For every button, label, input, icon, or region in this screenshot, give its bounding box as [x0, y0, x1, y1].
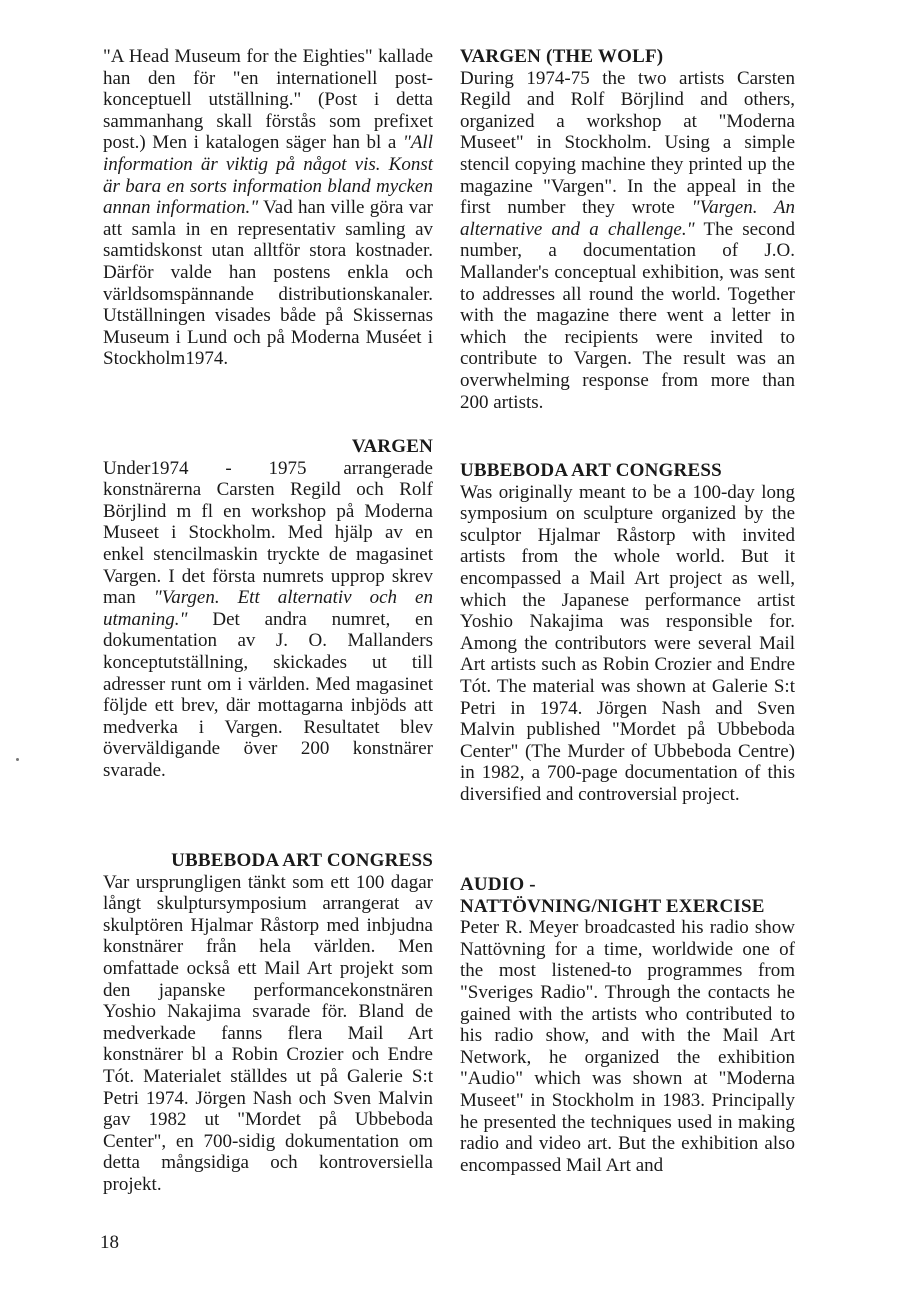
margin-dot [16, 758, 19, 761]
section-body: Was originally meant to be a 100-day long symposium on sculpture organized by the sculptor Hjalmar Råstorp with invited artists from the whole world. But it encompassed a Mail Art project as well, which the Japanese performance artist Yoshio Nakajima was responsible for. Among the contributors were several Mail Art artists such as Robin Crozier and Endre Tót. The material was shown at Galerie S:t Petri in 1974. Jörgen Nash and Sven Malvin published "Mordet på Ubbeboda Center" (The Murder of Ubbeboda Centre) in 1982, a 700-page documentation of this diversified and controversial project. [460, 481, 795, 805]
vargen-en-text-part1: During 1974-75 the two artists Carsten Regild and Rolf Börjlind and others, organized a workshop at "Moderna Museet" in Stockholm. Using a simple stencil copying machine they printed up the magazine "Vargen". In the appeal in the first number they wrote [460, 67, 795, 219]
section-heading: VARGEN (THE WOLF) [460, 46, 664, 67]
right-column [460, 46, 795, 1176]
section-ubbeboda-sv [103, 850, 433, 1196]
section-ubbeboda-en [460, 460, 795, 806]
audio-heading-line1: AUDIO - [460, 874, 536, 895]
section-body: Peter R. Meyer broadcasted his radio show Nattövning for a time, worldwide one of the most listened-to programmes from "Sveriges Radio". Through the contacts he gained with the artists who contributed to his radio show, and with the Mail Art Network, he organized the exhibition "Audio" which was shown at "Moderna Museet" in Stockholm in 1983. Principally he presented the techniques used in making radio and video art. But the exhibition also encompassed Mail Art and [460, 917, 795, 1176]
section-heading: VARGEN [351, 436, 433, 457]
section-vargen-sv [103, 436, 433, 782]
section-heading [460, 874, 795, 917]
section-body [103, 458, 433, 782]
section-body [460, 68, 795, 414]
section-body: Var ursprungligen tänkt som ett 100 dagar långt skulptursymposium arrangerat av skulptören Hjalmar Råstorp med inbjudna konstnärer från hela världen. Men omfattade också ett Mail Art projekt som den japanske performancekonstnären Yoshio Nakajima svarade för. Bland de medverkade fanns flera Mail Art konstnärer bl a Robin Crozier och Endre Tót. Materialet ställdes ut på Galerie S:t Petri 1974. Jörgen Nash och Sven Malvin gav 1982 ut "Mordet på Ubbeboda Center", en 700-sidig dokumentation om detta mångsidiga och kontroversiella projekt. [103, 871, 433, 1195]
section-audio-en [460, 874, 795, 1176]
intro-paragraph [103, 46, 433, 394]
section-heading: UBBEBODA ART CONGRESS [171, 850, 433, 871]
audio-heading-line2: NATTÖVNING/NIGHT EXERCISE [460, 895, 765, 917]
intro-text-part1: "A Head Museum for the Eighties" kallade han den för "en internationell post-konceptuell utställning." (Post i detta sammanhang skall förstås som prefixet post.) Men i katalogen säger han bl a [103, 46, 433, 154]
intro-text-part2: Vad han ville göra var att samla in en representativ samling av samtidskonst utan alltför stora kostnader. Därför valde han postens enkla och världsomspännande distributionskanaler. Utställningen visades både på Skissernas Museum i Lund och på Moderna Muséet i Stockholm1974. [103, 197, 433, 370]
vargen-sv-text-part2: Det andra numret, en dokumentation av J. O. Mallanders konceptutställning, skickades ut till adresser runt om i världen. Med magasinet följde ett brev, där mottagarna inbjöds att medverka i Vargen. Resultatet blev överväldigande över 200 konstnärer svarade. [103, 608, 433, 781]
left-column [103, 46, 433, 1195]
vargen-sv-text-part1: Under1974 - 1975 arrangerade konstnärerna Carsten Regild och Rolf Börjlind m fl en workshop på Moderna Museet i Stockholm. Med hjälp av en enkel stencilmaskin tryckte de magasinet Vargen. I det första numrets upprop skrev man [103, 457, 433, 609]
intro-quote: "All information är viktig på något vis. Konst är bara en sorts information bland mycken annan information." [103, 132, 433, 219]
vargen-sv-quote: "Vargen. Ett alternativ och en utmaning." [103, 587, 433, 630]
vargen-en-quote: "Vargen. An alternative and a challenge." [460, 197, 795, 240]
page-number: 18 [100, 1232, 119, 1253]
section-vargen-en [460, 46, 795, 413]
section-heading: UBBEBODA ART CONGRESS [460, 460, 722, 481]
vargen-en-text-part2: The second number, a documentation of J.O. Mallander's conceptual exhibition, was sent to addresses all round the world. Together with the magazine there went a letter in which the recipients were invited to contribute to Vargen. The result was an overwhelming response from more than 200 artists. [460, 218, 795, 413]
